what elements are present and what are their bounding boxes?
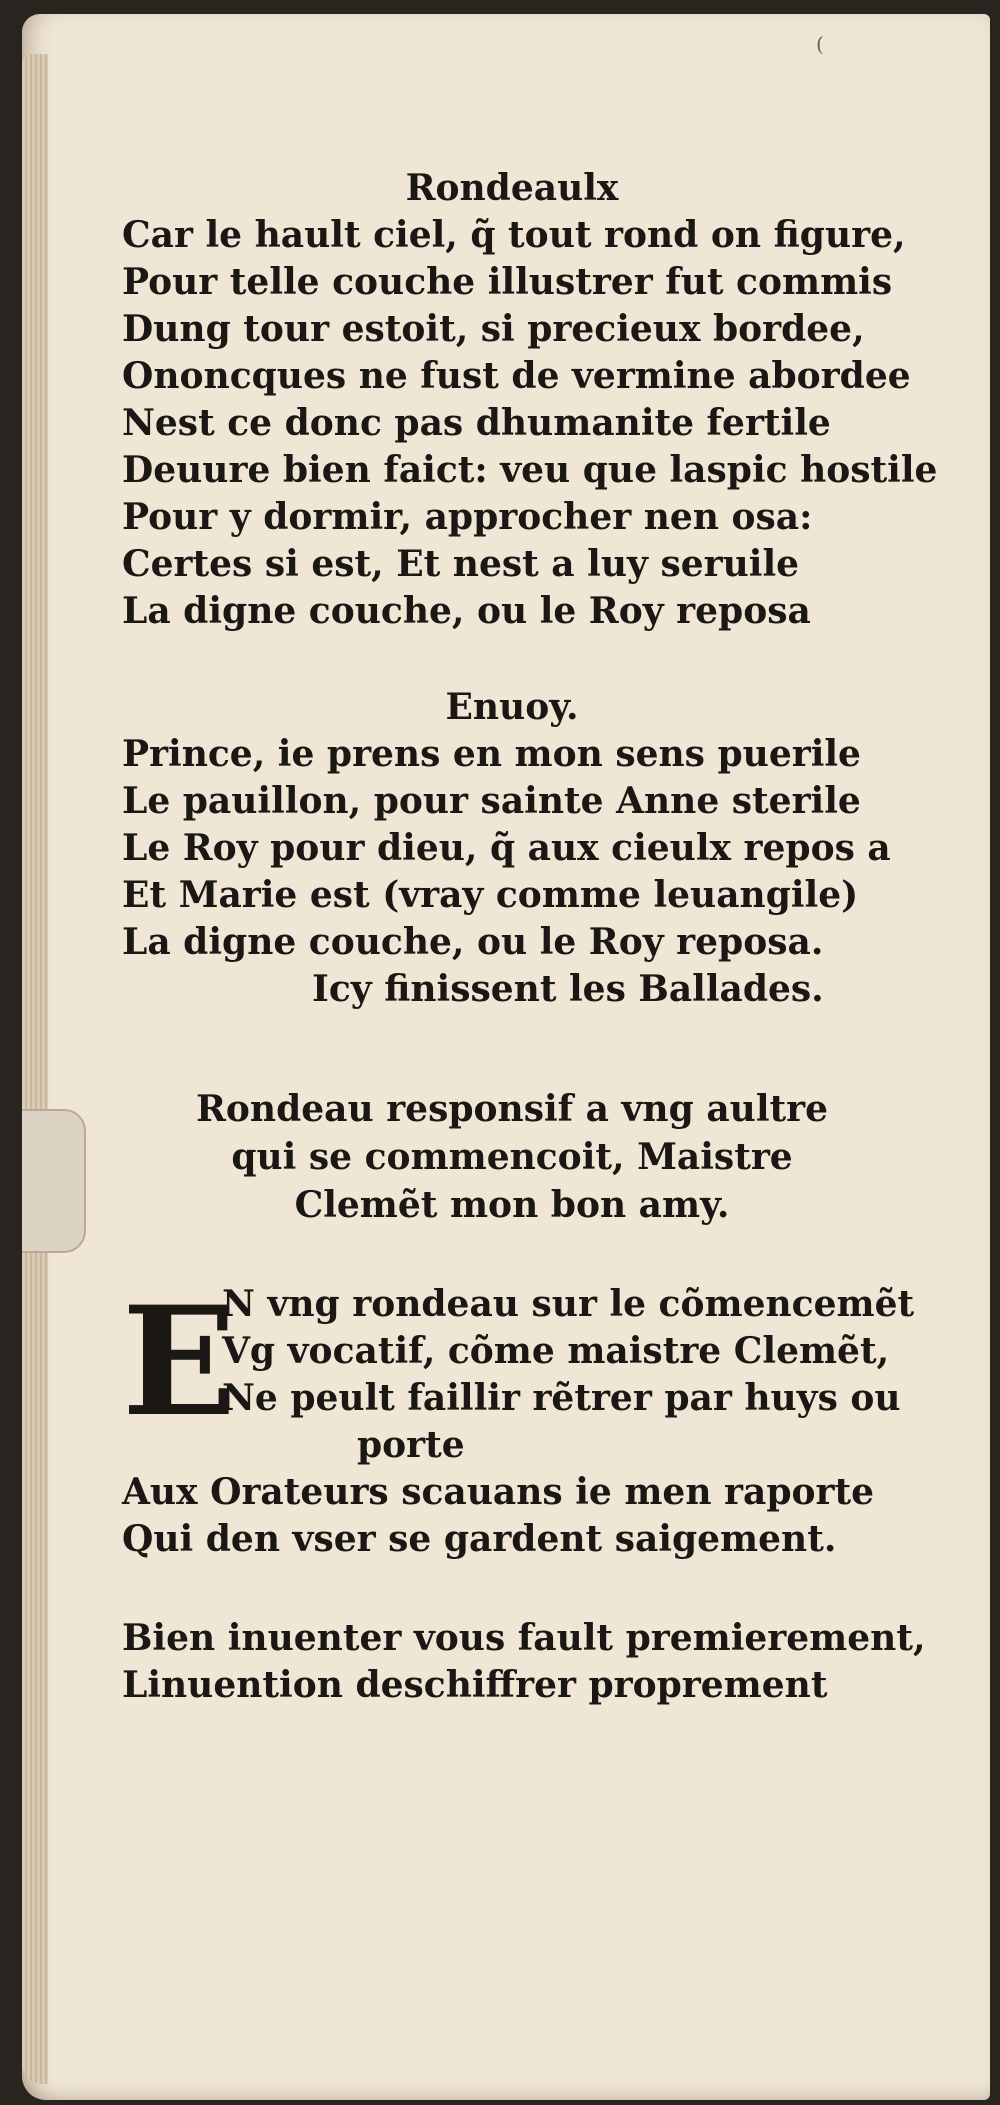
bookmark-tab xyxy=(22,1109,86,1253)
verse-line: Car le hault ciel, q̃ tout rond on figure, xyxy=(122,214,906,256)
rondeau-responsif-heading xyxy=(122,1085,902,1229)
drop-cap-initial: E xyxy=(122,1274,237,1450)
heading-line: Rondeau responsif a vng aultre xyxy=(195,1088,828,1130)
enuoy-verses xyxy=(122,731,902,1013)
verse-line: Bien inuenter vous fault premierement, xyxy=(122,1617,926,1659)
verse-line: Ne peult faillir rẽtrer par huys ou xyxy=(222,1377,901,1419)
section-heading-rondeaulx: Rondeaulx xyxy=(405,167,619,209)
dropcap-stanza xyxy=(122,1274,915,1469)
verse-line: Dung tour estoit, si precieux bordee, xyxy=(122,308,865,350)
section-heading-enuoy: Enuoy. xyxy=(445,686,579,728)
closing-line: Icy finissent les Ballades. xyxy=(312,968,824,1010)
verse-line: Le Roy pour dieu, q̃ aux cieulx repos a xyxy=(122,827,891,869)
verse-continuation: porte xyxy=(357,1424,465,1466)
verse-line: Nest ce donc pas dhumanite fertile xyxy=(122,402,831,444)
rondeau-verses xyxy=(122,212,938,635)
page-mark: ( xyxy=(816,32,824,56)
verse-line: La digne couche, ou le Roy reposa. xyxy=(122,921,824,963)
verse-line: Et Marie est (vray comme leuangile) xyxy=(122,874,859,916)
verse-line: Pour telle couche illustrer fut commis xyxy=(122,261,893,303)
verse-line: Linuention deschiffrer proprement xyxy=(122,1664,828,1706)
heading-line: qui se commencoit, Maistre xyxy=(231,1136,793,1178)
verse-line: Pour y dormir, approcher nen osa: xyxy=(122,496,813,538)
verse-line: Deuure bien faict: veu que laspic hostile xyxy=(122,449,938,491)
verse-line: Prince, ie prens en mon sens puerile xyxy=(122,733,861,775)
verse-line: Certes si est, Et nest a luy seruile xyxy=(122,543,800,585)
text-block xyxy=(122,164,938,1709)
heading-line: Clemẽt mon bon amy. xyxy=(294,1184,730,1226)
verse-line: Qui den vser se gardent saigement. xyxy=(122,1518,837,1560)
book-leaf xyxy=(22,14,990,2100)
verse-line: Le pauillon, pour sainte Anne sterile xyxy=(122,780,861,822)
verse-line: Ononcques ne fust de vermine abordee xyxy=(122,355,911,397)
verse-line: La digne couche, ou le Roy reposa xyxy=(122,590,811,632)
verse-line: N vng rondeau sur le cõmencemẽt xyxy=(222,1283,915,1325)
verse-line: Aux Orateurs scauans ie men raporte xyxy=(122,1471,875,1513)
verse-line: Vg vocatif, cõme maistre Clemẽt, xyxy=(222,1330,890,1372)
page-edges xyxy=(22,54,48,2084)
